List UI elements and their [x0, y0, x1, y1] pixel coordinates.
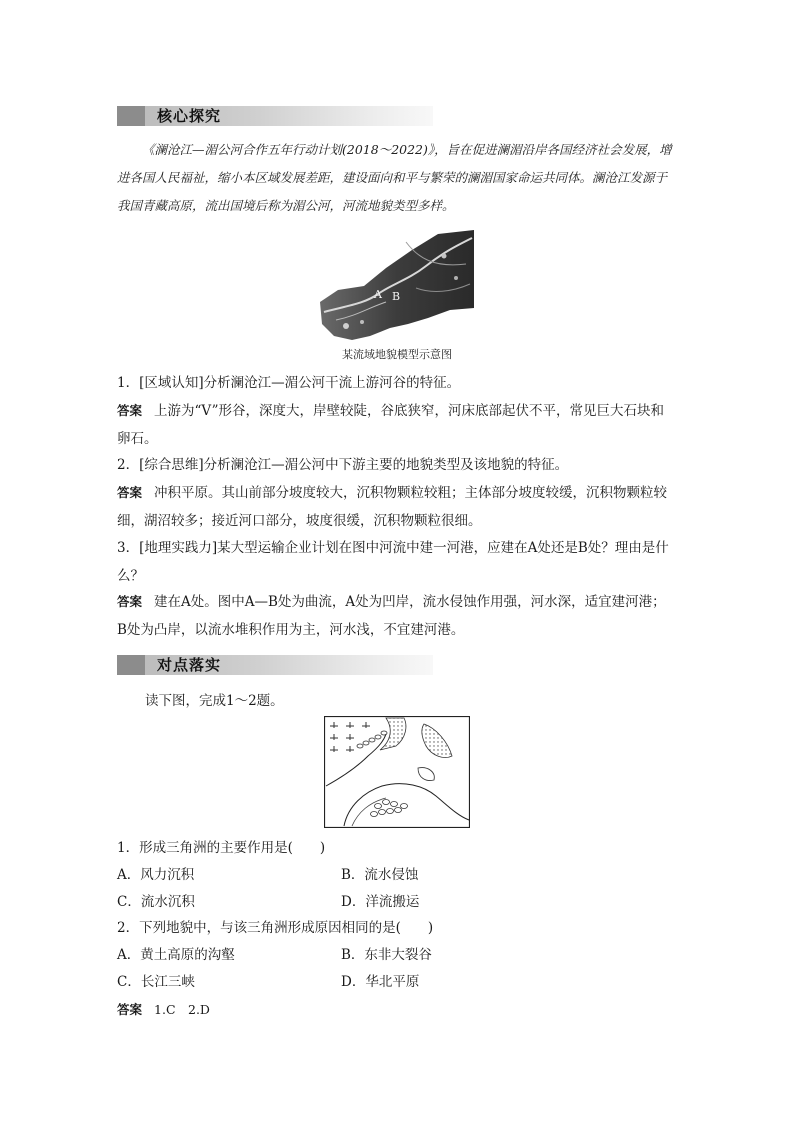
section-header-accent — [117, 106, 145, 126]
figure-caption: 某流域地貌模型示意图 — [342, 348, 452, 361]
option-d: D．洋流搬运 — [341, 894, 420, 910]
section-header-core — [117, 106, 433, 126]
answer-text: 冲积平原。其山前部分坡度较大，沉积物颗粒较粗；主体部分坡度较缓，沉积物颗粒较细，湖沼较多；接近河口部分，坡度很缓，沉积物颗粒很细。 — [117, 485, 668, 529]
answer-text: 建在A处。图中A—B处为曲流，A处为凹岸，流水侵蚀作用强，河水深，适宜建河港；B处为凸岸，以流水堆积作用为主，河水浅，不宜建河港。 — [117, 594, 666, 638]
section-title: 对点落实 — [157, 656, 222, 674]
practice-question-2: 2．下列地貌中，与该三角洲形成原因相同的是( ) — [117, 920, 434, 936]
answer-3 — [117, 588, 675, 644]
intro-paragraph — [117, 136, 677, 220]
question-2: 2．[综合思维]分析澜沧江—湄公河中下游主要的地貌类型及该地貌的特征。 — [117, 457, 569, 473]
delta-map-image — [324, 716, 470, 828]
label-a: A — [374, 288, 382, 301]
option-b: B．东非大裂谷 — [341, 947, 432, 963]
answer-tag: 答案 — [117, 1002, 143, 1017]
answer-2 — [117, 479, 675, 535]
option-row — [117, 888, 677, 916]
section-header-accent — [117, 655, 145, 675]
option-row — [117, 861, 677, 889]
answer-tag: 答案 — [117, 403, 143, 418]
answer-text: 上游为“V”形谷，深度大，岸壁较陡，谷底狭窄，河床底部起伏不平，常见巨大石块和卵石。 — [117, 403, 665, 447]
option-c: C．长江三峡 — [117, 974, 195, 990]
label-b: B — [392, 290, 401, 303]
practice-lead: 读下图，完成1～2题。 — [145, 693, 284, 709]
option-row — [117, 968, 677, 996]
section-title: 核心探究 — [157, 107, 222, 125]
option-b: B．流水侵蚀 — [341, 867, 419, 883]
intro-text: 《澜沧江—湄公河合作五年行动计划(2018～2022)》，旨在促进澜湄沿岸各国经济社会发展，增进各国人民福祉，缩小本区域发展差距，建设面向和平与繁荣的澜湄国家命运共同体。澜沧江发源于我国青藏高原，流出国境后称为湄公河，河流地貌类型多样。 — [117, 142, 672, 213]
option-row — [117, 941, 677, 969]
practice-answer — [117, 996, 675, 1024]
answer-tag: 答案 — [117, 594, 143, 609]
practice-question-1: 1．形成三角洲的主要作用是( ) — [117, 840, 326, 856]
answer-text: 1.C 2.D — [154, 1002, 210, 1017]
section-header-practice — [117, 655, 433, 675]
option-a: A．风力沉积 — [117, 867, 195, 883]
question-1: 1．[区域认知]分析澜沧江—湄公河干流上游河谷的特征。 — [117, 375, 461, 391]
river-basin-model-image — [316, 228, 476, 344]
question-3: 3．[地理实践力]某大型运输企业计划在图中河流中建一河港，应建在A处还是B处？理由是什么？ — [117, 540, 669, 584]
answer-1 — [117, 397, 675, 453]
answer-tag: 答案 — [117, 485, 143, 500]
option-d: D．华北平原 — [341, 974, 420, 990]
option-c: C．流水沉积 — [117, 894, 195, 910]
option-a: A．黄土高原的沟壑 — [117, 947, 235, 963]
